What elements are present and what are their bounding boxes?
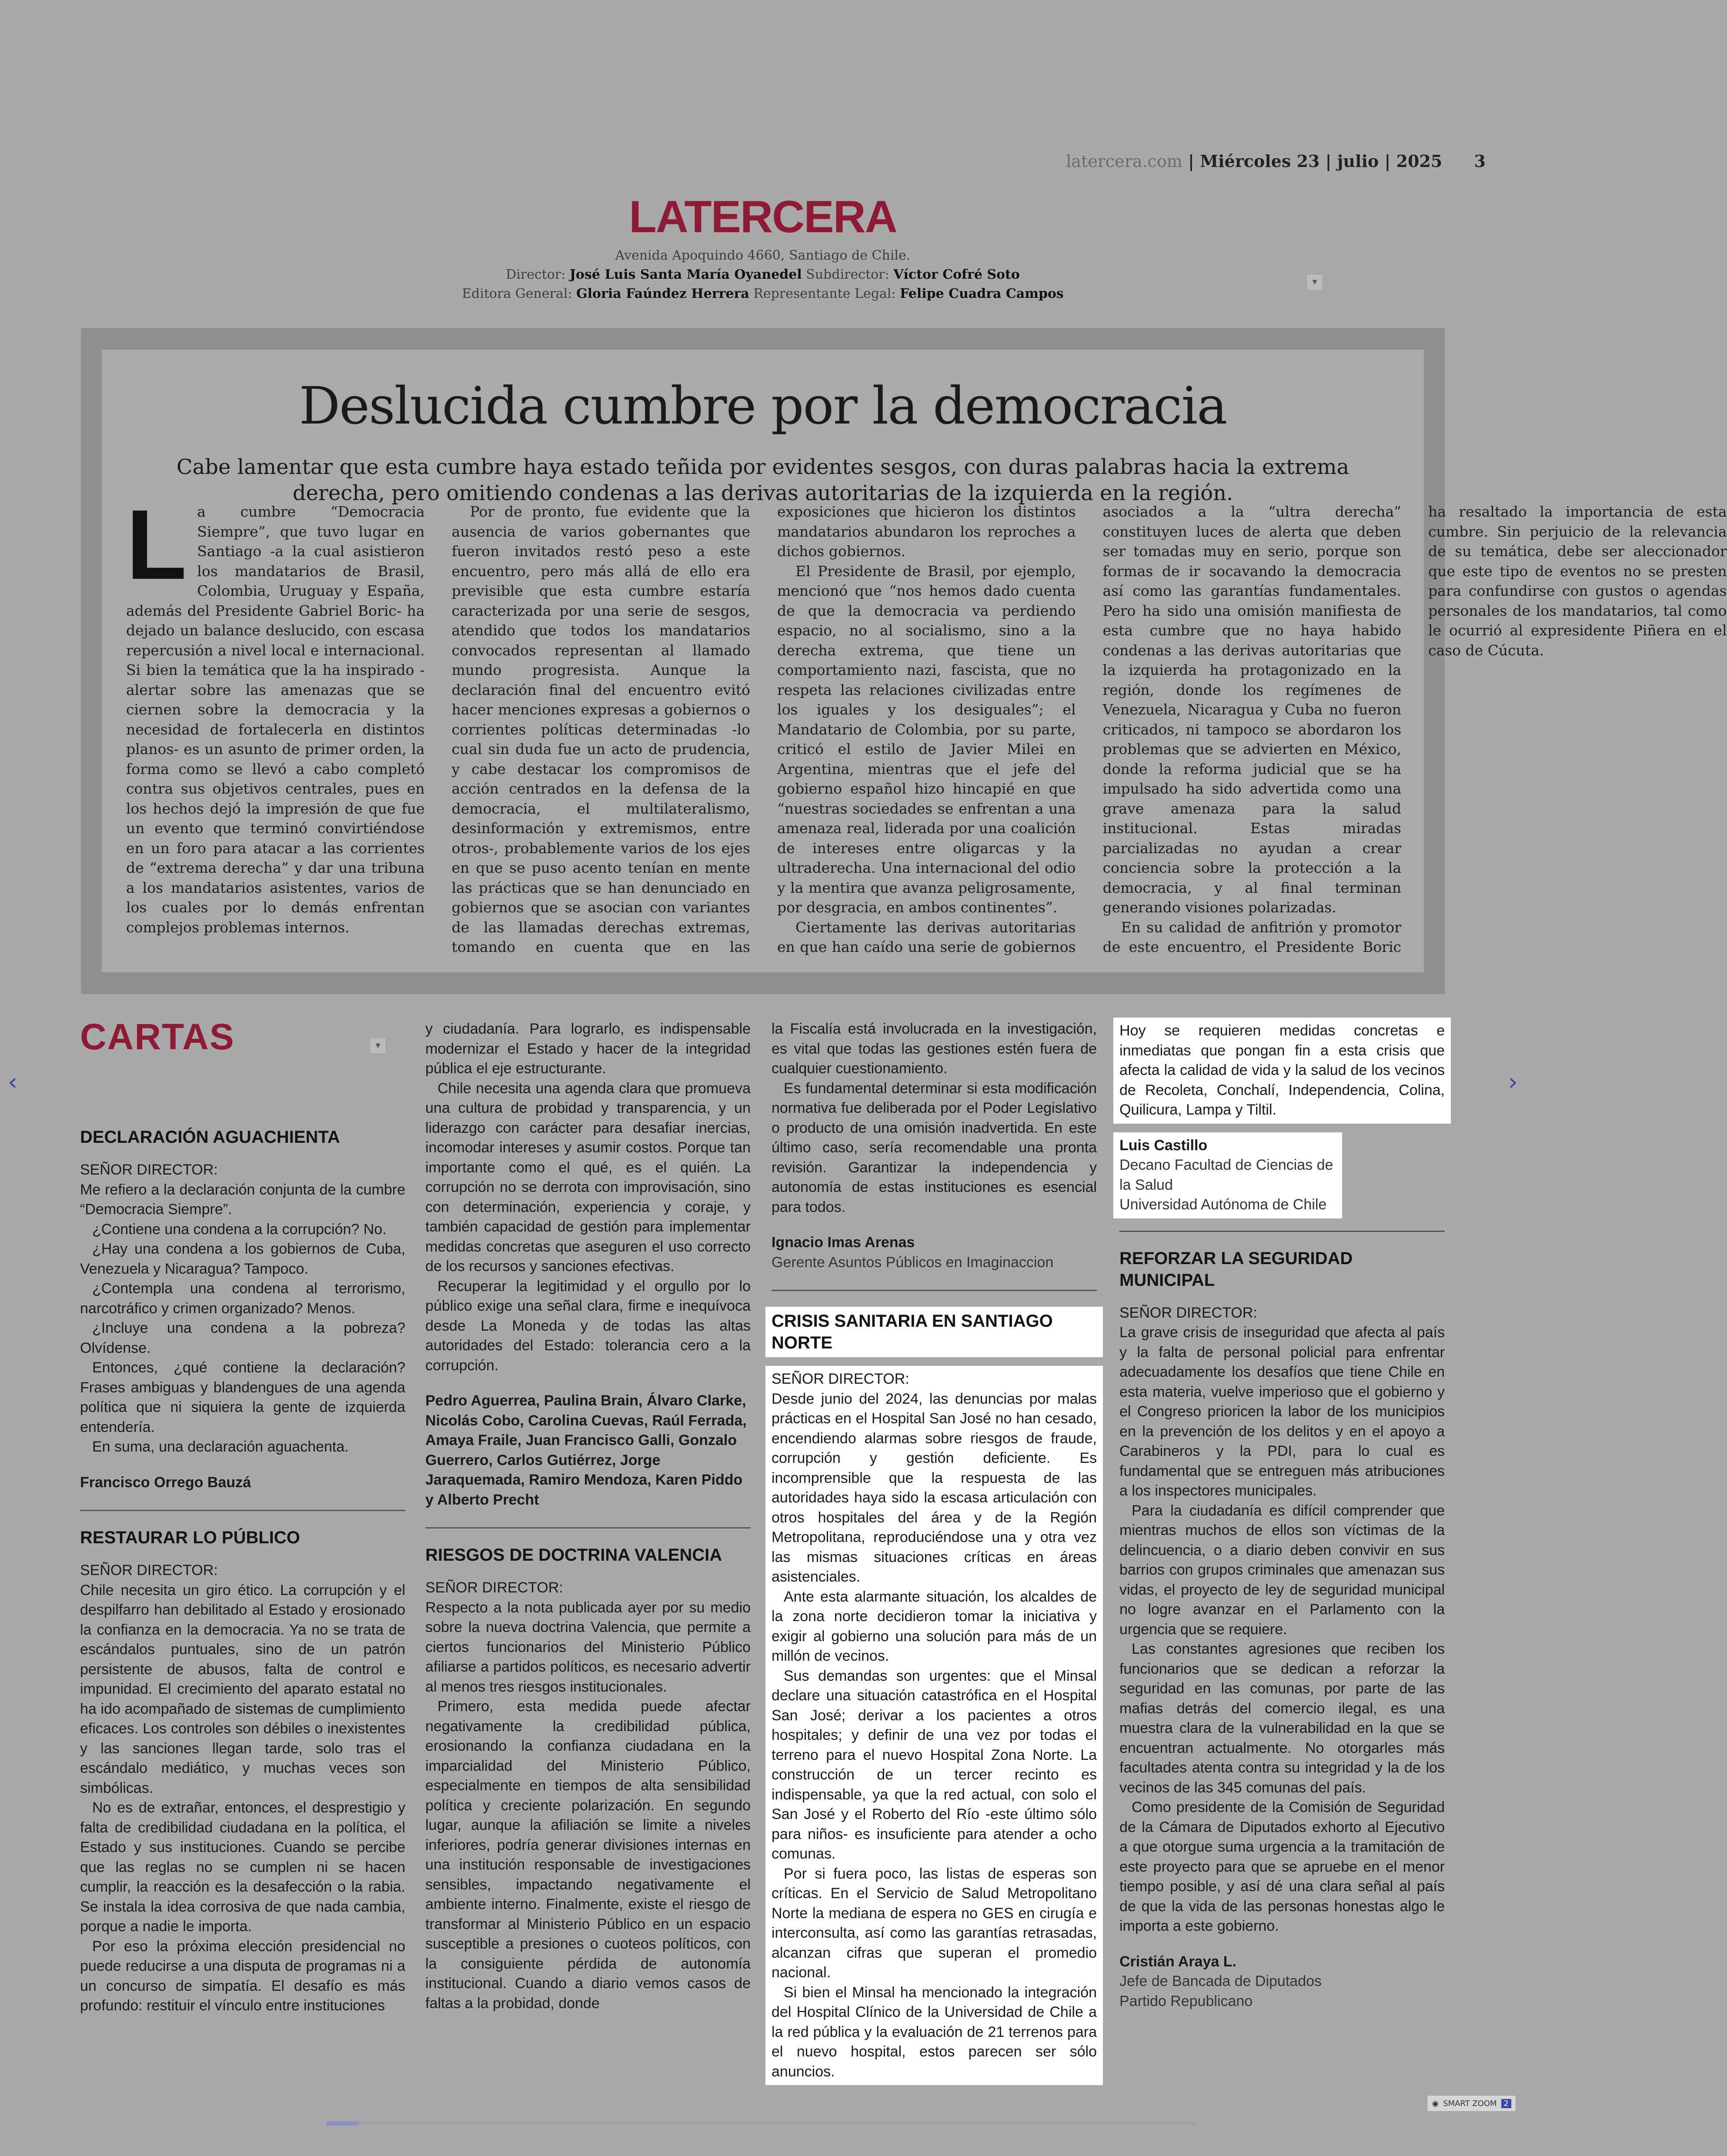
letter-paragraph: En suma, una declaración aguachenta.: [92, 1438, 349, 1455]
letter-paragraph: Si bien el Minsal ha mencionado la integración del Hospital Clínico de la Universidad de Chile a la red pública y la evaluación de 21 terrenos para el nuevo hospital, estos parecen ser sólo anuncios.: [772, 1984, 1097, 2080]
letter-paragraph: La grave crisis de inseguridad que afecta al país y la falta de personal policial para enfrentar adecuadamente los desafíos que tiene Chile en esta materia, vuelve imperioso que el gobierno y el Congreso prioricen la labor de los municipios en la prevención de los delitos y en el apoyo a Carabineros y la PDI, para lo cual es fundamental que se entreguen más atribuciones a los inspectores municipales.: [1119, 1324, 1445, 1499]
director-name: José Luis Santa María Oyanedel: [569, 267, 802, 282]
editorial-frame: [81, 328, 1727, 994]
editorial-paragraph: La cumbre “Democracia Siempre”, que tuvo lugar en Santiago -a la cual asistieron los mandatarios de Brasil, Colombia, Uruguay y España, además del Presidente Gabriel Boric- ha dejado un balance deslucido, con escasa repercusión a nivel local e internacional. Si bien la temática que la ha inspirado -alertar sobre las amenazas que se ciernen sobre la democracia y la necesidad de fortalecerla en distintos planos- es un asunto de primer orden, la forma como se llevó a cabo completó contra sus objetivos centrales, pues en los hechos dejó la impresión de que fue un evento que terminó convirtiéndose en un foro para atacar a las corrientes de “extrema derecha” y dar una tribuna a los mandatarios asistentes, varios de los cuales por lo demás enfrentan complejos problemas internos.: [126, 490, 425, 936]
smart-zoom-button[interactable]: [1427, 2095, 1516, 2112]
letter-paragraph: Respecto a la nota publicada ayer por su medio sobre la nueva doctrina Valencia, que permite a ciertos funcionarios del Ministerio Público afiliarse a partidos políticos, es necesario advertir al menos tres riesgos institucionales.: [425, 1599, 751, 1695]
letter-title: CRISIS SANITARIA EN SANTIAGO NORTE: [772, 1312, 1053, 1352]
masthead-info: [0, 246, 1526, 304]
smart-zoom-label: SMART ZOOM: [1443, 2099, 1497, 2108]
letter-paragraph: Sus demandas son urgentes: que el Minsal declare una situación catastrófica en el Hospital San José; derivar a los pacientes a otros hospitales; y definir de una vez por todas el terreno para el nuevo Hospital Zona Norte. La construcción de un tercer recinto es indispensable, ya que la red actual, con solo el San José y el Roberto del Río -este último sólo para niños- es insuficiente para atender a ocho comunas.: [772, 1667, 1097, 1862]
letter-salutation: SEÑOR DIRECTOR:: [425, 1579, 563, 1596]
letter-salutation: SEÑOR DIRECTOR:: [80, 1562, 218, 1579]
letter-paragraph: Las constantes agresiones que reciben los funcionarios que se dedican a reforzar la seguridad en las comunas, por parte de las mafias detrás del comercio ilegal, es una muestra clara de la vulnerabilidad en la que se encuentran actualmente. No otorgarles más facultades atenta contra su integridad y la de los vecinos de las 345 comunas del país.: [1119, 1641, 1445, 1796]
letter-paragraph: Por si fuera poco, las listas de esperas son críticas. En el Servicio de Salud Metropolitano Norte la mediana de espera no GES en cirugía e interconsulta, así como las garantías retrasadas, alcanzan cifras que superan el promedio nacional.: [772, 1865, 1097, 1981]
letter-salutation: SEÑOR DIRECTOR:: [80, 1161, 218, 1178]
letter-paragraph: Chile necesita un giro ético. La corrupción y el despilfarro han debilitado al Estado y erosionado la confianza en la democracia. Ya no se trata de escándalos puntuales, sino de un patrón persistente de abusos, falta de control e impunidad. El crecimiento del aparato estatal no ha ido acompañado de sistemas de cumplimiento eficaces. Los controles son débiles o inexistentes y las sanciones llegan tarde, solo tras el escándalo mediático, y muchas veces son simbólicas.: [80, 1582, 405, 1796]
letter-paragraph: No es de extrañar, entonces, el desprestigio y falta de credibilidad ciudadana en la política, el Estado y sus instituciones. Cuando se percibe que las reglas no se cumplen ni se hacen cumplir, la reacción es la desafección o la rabia. Se instala la idea corrosiva de que nada cambia, porque a nadie le importa.: [80, 1799, 405, 1935]
letters-column-2: [425, 1019, 751, 2013]
letter-paragraph: Chile necesita una agenda clara que promueva una cultura de probidad y transparencia, y un liderazgo con carácter para desafiar inercias, incomodar intereses y asumir costos. Porque tan importante como el qué, es el quién. La corrupción no se derrota con improvisación, sino con determinación, experiencia y coraje, y también capacidad de gestión para implementar medidas concretas que aseguren el uso correcto de los recursos y sanciones efectivas.: [425, 1080, 751, 1275]
letter-signature: Cristián Araya L.: [1119, 1953, 1236, 1970]
page-number: 3: [1474, 151, 1486, 171]
article-expand-icon[interactable]: ▾: [370, 1038, 386, 1054]
editora-line: Editora General: Gloria Faúndez Herrera Representante Legal: Felipe Cuadra Campos: [462, 286, 1064, 301]
highlight-box[interactable]: [765, 1366, 1103, 2085]
letter-signature: Pedro Aguerrea, Paulina Brain, Álvaro Clarke, Nicolás Cobo, Carolina Cuevas, Raúl Ferrada, Amaya Fraile, Juan Francisco Galli, Gonzalo Guerrero, Carlos Gutiérrez, Jorge Jaraquemada, Ramiro Mendoza, Karen Piddo y Alberto Precht: [425, 1392, 747, 1508]
subdirector-name: Víctor Cofré Soto: [893, 267, 1020, 282]
newspaper-logo: LATERCERA: [629, 192, 897, 242]
chevron-right-icon[interactable]: ›: [1508, 1068, 1518, 1096]
highlight-box[interactable]: [1113, 1018, 1451, 1124]
month: julio: [1337, 151, 1379, 171]
letter-paragraph: Primero, esta medida puede afectar negativamente la credibilidad pública, erosionando la confianza ciudadana en la imparcialidad del Ministerio Público, especialmente en tiempos de alta sensibilidad política y creciente polarización. En segundo lugar, aunque la afiliación se limite a niveles inferiores, podría generar divisiones internas en una institución responsable de investigaciones sensibles, impactando negativamente el ambiente interno. Finalmente, existe el riesgo de transformar al Ministerio Público en un espacio susceptible a presiones o cuoteos políticos, con la consiguiente pérdida de autonomía institucional. Cuando a diario vemos casos de faltas a la probidad, donde: [425, 1698, 751, 2012]
letter-salutation: SEÑOR DIRECTOR:: [772, 1371, 909, 1387]
divider: [772, 1290, 1097, 1291]
cartas-section-title: CARTAS: [80, 1016, 235, 1057]
letter-paragraph: Desde junio del 2024, las denuncias por malas prácticas en el Hospital San José no han cesado, encendiendo alarmas sobre riesgos de fraude, corrupción y gestión deficiente. Es incomprensible que la respuesta de las autoridades haya sido la escasa articulación con otros hospitales del área y de la Región Metropolitana, reproduciéndose una y otra vez las mismas situaciones críticas en áreas asistenciales.: [772, 1390, 1097, 1585]
letter-signature: Francisco Orrego Bauzá: [80, 1474, 251, 1491]
letter-signature: Ignacio Imas Arenas: [772, 1234, 915, 1251]
divider: [425, 1527, 751, 1529]
letter-signature-role: Universidad Autónoma de Chile: [1119, 1196, 1327, 1213]
letter-paragraph: ¿Contempla una condena al terrorismo, narcotráfico y crimen organizado? Menos.: [80, 1280, 405, 1317]
letter-paragraph: Como presidente de la Comisión de Seguridad de la Cámara de Diputados exhorto al Ejecutivo a que otorgue suma urgencia a la tramitación de este proyecto para que se apruebe en el menor tiempo posible, y así dé una clara señal al país de que la vida de las personas honestas algo le importa a este gobierno.: [1119, 1799, 1445, 1934]
editorial-box[interactable]: [102, 350, 1727, 972]
letter-paragraph: Me refiero a la declaración conjunta de la cumbre “Democracia Siempre”.: [80, 1181, 405, 1218]
letter-signature-role: Partido Republicano: [1119, 1992, 1253, 2009]
letter-paragraph: Por eso la próxima elección presidencial no puede reducirse a una disputa de programas ni a un concurso de simpatía. El desafío es más profundo: restituir el vínculo entre instituciones: [80, 1938, 405, 2014]
letter-salutation: SEÑOR DIRECTOR:: [1119, 1304, 1257, 1321]
letter-signature-role: Decano Facultad de Ciencias de la Salud: [1119, 1157, 1333, 1193]
divider: [80, 1510, 405, 1511]
letter-paragraph: Hoy se requieren medidas concretas e inmediatas que pongan fin a esta crisis que afecta la calidad de vida y la salud de los vecinos de Recoleta, Conchalí, Independencia, Colina, Quilicura, Lampa y Tiltil.: [1119, 1022, 1445, 1118]
editorial-paragraph: Ciertamente las derivas autoritarias en que han caído una serie de gobiernos asociados a la “ultra derecha” constituyen luces de alerta que deben ser tomadas muy en serio, porque son formas de ir socavando la democracia así como las garantías fundamentales. Pero ha sido una omisión manifiesta de esta cumbre que no haya habido condenas a las derivas autoritarias que la izquierda ha protagonizado en la región, donde los regímenes de Venezuela, Nicaragua y Cuba no fueron criticados, ni tampoco se abordaron los problemas que se advierten en México, donde la reforma judicial que se ha impulsado ha sido advertida como una grave amenaza para la salud institucional. Estas miradas parcializadas no ayudan a crear conciencia sobre la protección a la democracia, y al final terminan generando visiones polarizadas.: [777, 503, 1401, 955]
editorial-paragraph: El Presidente de Brasil, por ejemplo, mencionó que “nos hemos dado cuenta de que la democracia va perdiendo espacio, no al socialismo, sino a la derecha extrema, que tiene un comportamiento nazi, fascista, que no respeta las relaciones civilizadas entre los iguales y los desiguales”; el Mandatario de Colombia, por su parte, criticó el estilo de Javier Milei en Argentina, mientras que el jefe del gobierno español hizo hincapié en que “nuestras sociedades se enfrentan a una amenaza real, liderada por una coalición de intereses entre oligarcas y la ultraderecha. Una internacional del odio y la mentira que avanza peligrosamente, por desgracia, en ambos continentes”.: [777, 562, 1076, 916]
letter-paragraph: Recuperar la legitimidad y el orgullo por lo público exige una señal clara, firme e inequívoca desde La Moneda y de todas las altas autoridades del Estado: tolerancia cero a la corrupción.: [425, 1278, 751, 1374]
editorial-body: [126, 490, 1727, 958]
letter-title[interactable]: REFORZAR LA SEGURIDAD MUNICIPAL: [1119, 1248, 1353, 1290]
page-header-date: latercera.com | Miércoles 23 | julio | 2025 3: [1066, 151, 1486, 171]
editorial-paragraph: En su calidad de anfitrión y promotor de este encuentro, el Presidente Boric ha resaltado la importancia de esta cumbre. Sin perjuicio de la relevancia de su temática, debe ser aleccionador que este tipo de eventos no se presten para confundirse con gustos o agendas personales de los mandatarios, tal como le ocurrió al expresidente Piñera en el caso de Cúcuta.: [1102, 503, 1727, 955]
letter-paragraph: ¿Contiene una condena a la corrupción? No.: [92, 1221, 387, 1238]
scrollbar-thumb[interactable]: [326, 2121, 358, 2126]
letters-column-1: [80, 1126, 405, 2016]
year: 2025: [1396, 151, 1443, 171]
chevron-left-icon[interactable]: ‹: [8, 1068, 18, 1096]
letters-column-4: [1119, 1018, 1445, 2011]
highlight-box[interactable]: [1113, 1132, 1342, 1218]
letter-title[interactable]: RESTAURAR LO PÚBLICO: [80, 1528, 300, 1547]
letters-column-3: [772, 1019, 1097, 2085]
letter-paragraph: y ciudadanía. Para lograrlo, es indispensable modernizar el Estado y hacer de la integridad pública el eje estructurante.: [425, 1021, 751, 1077]
letter-signature-role: Gerente Asuntos Públicos en Imaginaccion: [772, 1254, 1054, 1271]
letter-paragraph: Ante esta alarmante situación, los alcaldes de la zona norte decidieron tomar la iniciativa y exigir al gobierno una solución para más de un millón de vecinos.: [772, 1588, 1097, 1664]
site-url: latercera.com: [1066, 152, 1183, 171]
director-line: Director: José Luis Santa María Oyanedel Subdirector: Víctor Cofré Soto: [506, 267, 1020, 282]
editorial-subtitle: Cabe lamentar que esta cumbre haya estado teñida por evidentes sesgos, con duras palabras hacia la extrema derecha, pero omitiendo condenas a las derivas autoritarias de la izquierda en la región.: [176, 455, 1350, 505]
weekday: Miércoles 23: [1200, 151, 1320, 171]
letter-signature: Luis Castillo: [1119, 1137, 1208, 1154]
highlight-box[interactable]: [765, 1307, 1103, 1357]
address: Avenida Apoquindo 4660, Santiago de Chile.: [615, 248, 911, 263]
editorial-paragraph: Por de pronto, fue evidente que la ausencia de varios gobernantes que fueron invitados restó peso a este encuentro, pero más allá de ello era previsible que esta cumbre estaría caracterizada por una serie de sesgos, atendido que todos los mandatarios convocados representan al llamado mundo progresista. Aunque la declaración final del encuentro evitó hacer menciones expresas a gobiernos o corrientes políticas determinadas -lo cual sin duda fue un acto de prudencia, y cabe destacar los compromisos de acción centrados en la defensa de la democracia, el multilateralismo, desinformación y extremismos, entre otros-, probablemente varios de los ejes en que se puso acento tenían en mente las prácticas que se han denunciado en gobiernos que se asocian con variantes de las llamadas derechas extremas, tomando en cuenta que en las exposiciones que hicieron los distintos mandatarios abundaron los reproches a dichos gobiernos.: [451, 503, 1076, 955]
letter-title[interactable]: RIESGOS DE DOCTRINA VALENCIA: [425, 1545, 722, 1565]
letter-paragraph: la Fiscalía está involucrada en la investigación, es vital que todas las gestiones estén fuera de cualquier cuestionamiento.: [772, 1021, 1097, 1077]
letter-paragraph: ¿Hay una condena a los gobiernos de Cuba, Venezuela y Nicaragua? Tampoco.: [80, 1241, 405, 1277]
editorial-title: Deslucida cumbre por la democracia: [299, 376, 1227, 436]
letter-paragraph: Para la ciudadanía es difícil comprender que mientras muchos de ellos son víctimas de la delincuencia, o a diario deben convivir en sus barrios con grupos criminales que amenazan sus vidas, el proyecto de ley de seguridad municipal no logre avanzar en el Parlamento con la urgencia que se requiere.: [1119, 1502, 1445, 1638]
editora-name: Gloria Faúndez Herrera: [576, 286, 749, 301]
divider: [1119, 1231, 1445, 1232]
eye-icon: ◉: [1432, 2099, 1439, 2108]
drop-cap: L: [126, 490, 187, 600]
letter-paragraph: Entonces, ¿qué contiene la declaración? Frases ambiguas y blandengues de una agenda política que ni siquiera la gente de izquierda entendería.: [80, 1359, 405, 1435]
letter-paragraph: ¿Incluye una condena a la pobreza? Olvídense.: [80, 1320, 405, 1356]
article-expand-icon[interactable]: ▾: [1306, 274, 1323, 290]
horizontal-scrollbar[interactable]: [326, 2122, 1196, 2125]
letter-signature-role: Jefe de Bancada de Diputados: [1119, 1973, 1322, 1989]
letter-title[interactable]: DECLARACIÓN AGUACHIENTA: [80, 1128, 340, 1147]
legal-rep-name: Felipe Cuadra Campos: [900, 286, 1064, 301]
smart-zoom-count: 2: [1501, 2099, 1511, 2108]
letter-paragraph: Es fundamental determinar si esta modificación normativa fue deliberada por el Poder Legislativo o producto de una omisión inadvertida. En este último caso, sería recomendable una pronta revisión. Garantizar la independencia y autonomía de estas instituciones es esencial para todos.: [772, 1080, 1097, 1215]
